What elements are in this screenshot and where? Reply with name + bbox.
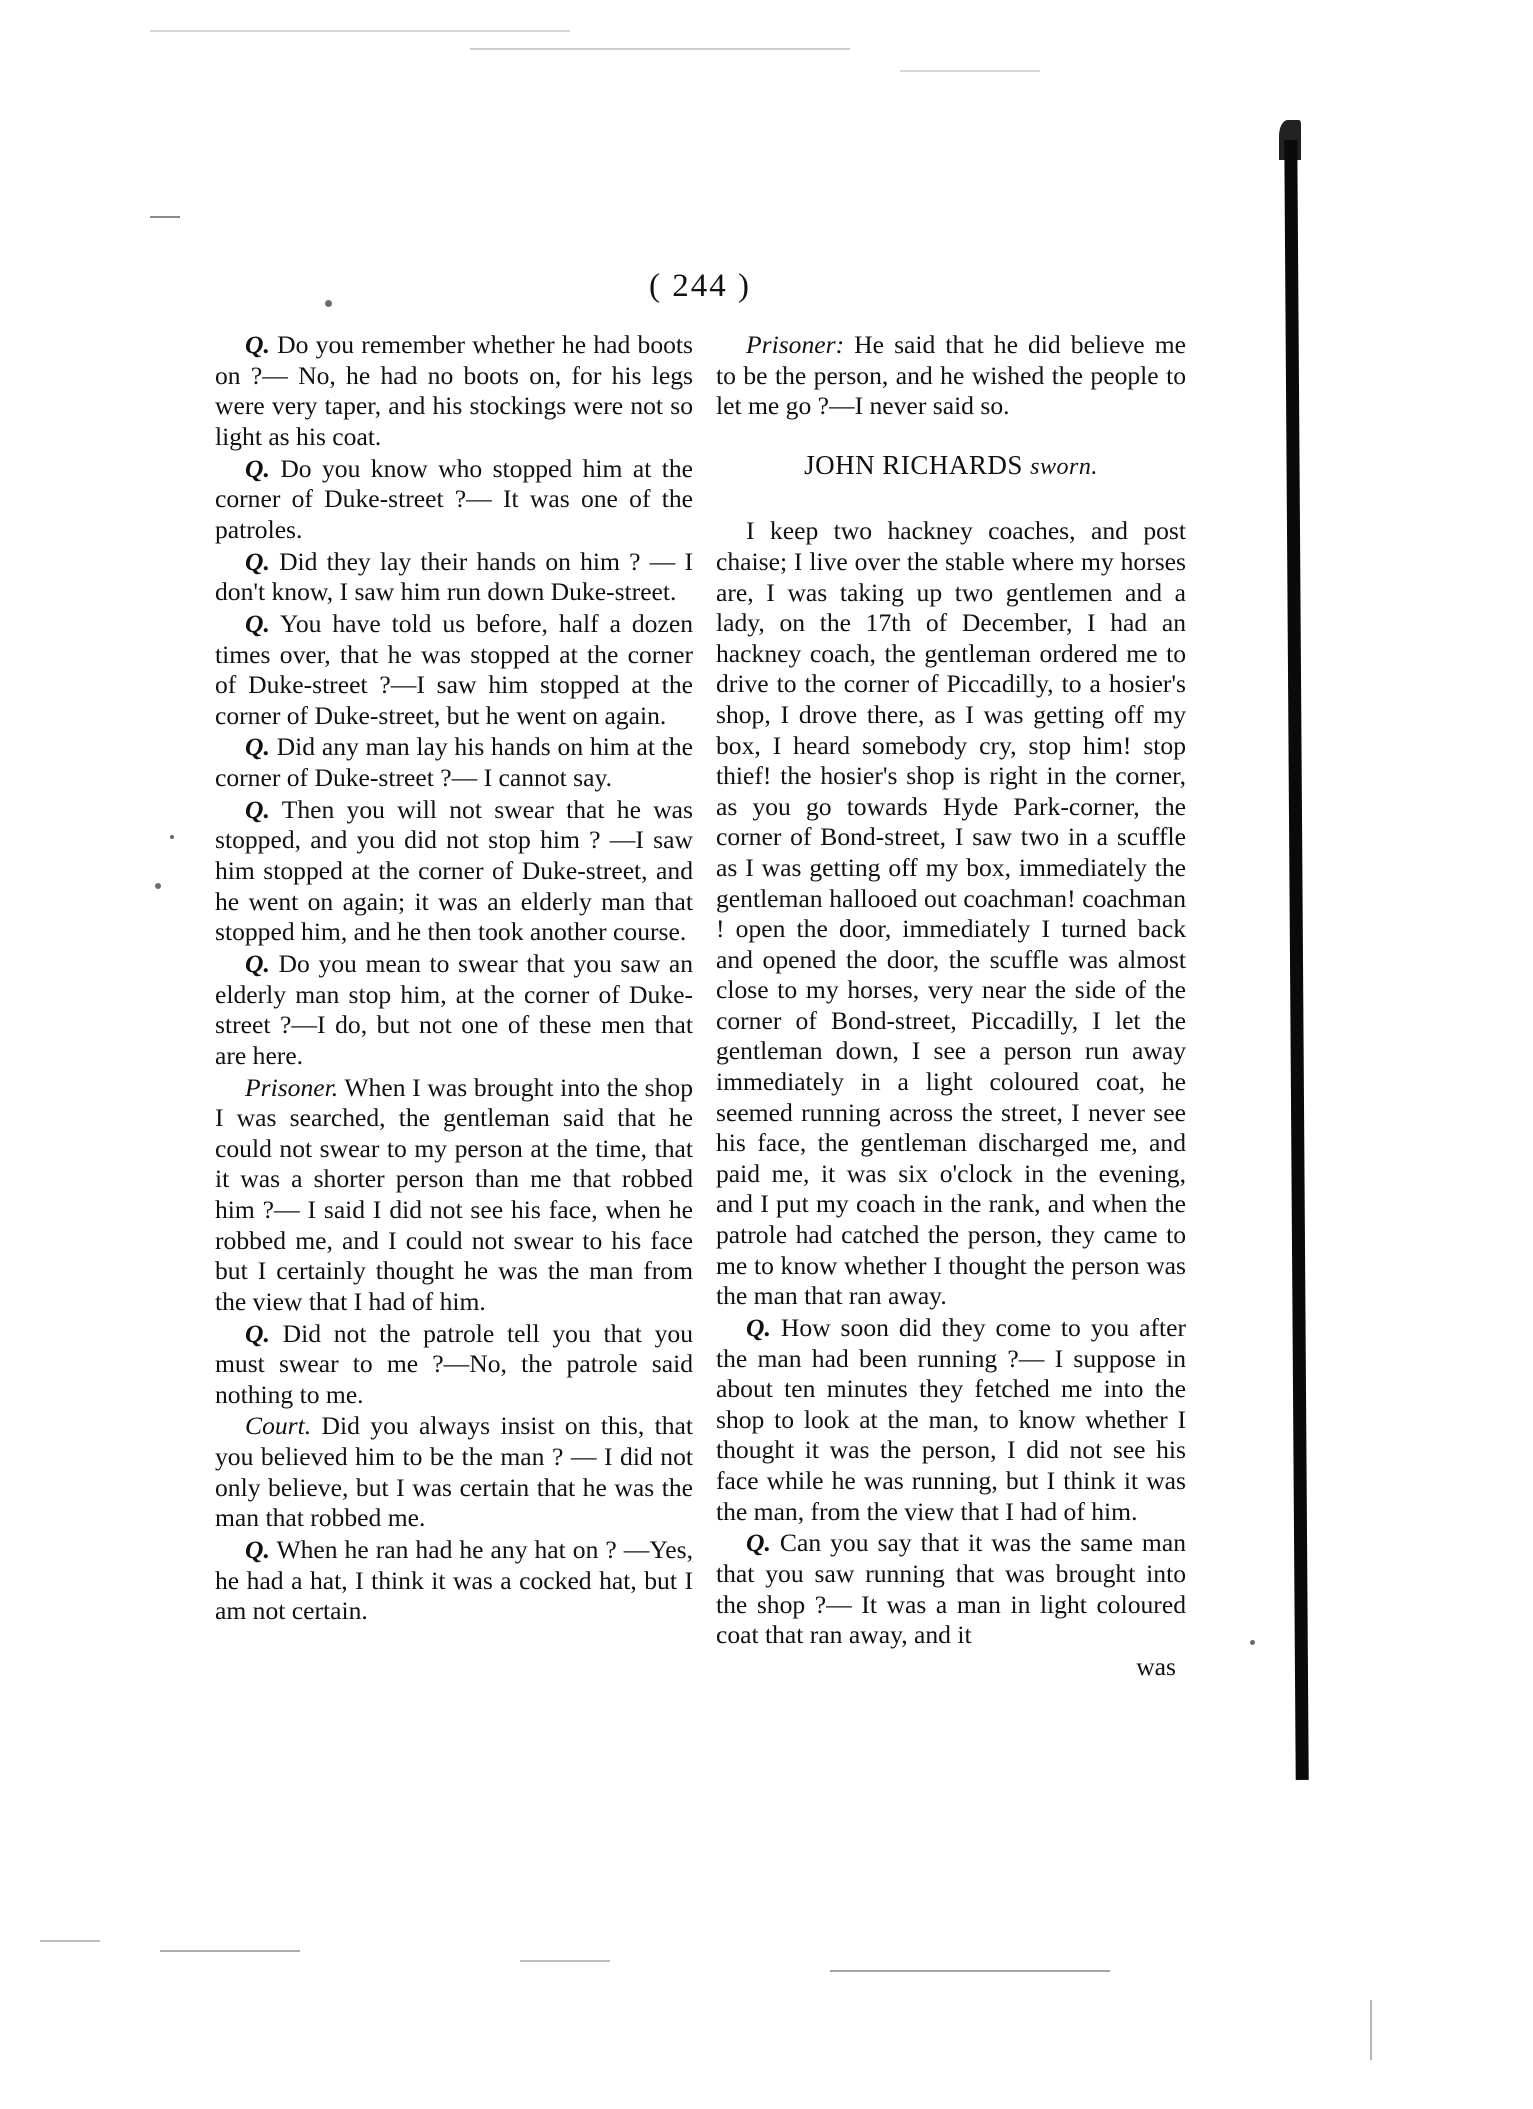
paragraph <box>215 547 693 608</box>
question-marker: Q. <box>245 1535 270 1565</box>
paragraph <box>215 609 693 731</box>
witness-sworn: sworn. <box>1030 453 1098 480</box>
paragraph-text: He said that he did believe me to be the person, and he wished the people to let me go ?—I never said so. <box>716 330 1186 421</box>
paragraph <box>215 1319 693 1411</box>
witness-heading <box>716 450 1186 483</box>
page-edge-shadow <box>1284 140 1308 1780</box>
question-marker: Q. <box>245 608 270 638</box>
paragraph <box>716 1313 1186 1527</box>
paragraph-text: Did not the patrole tell you that you must swear to me ?—No, the patrole said nothing to me. <box>215 1318 693 1409</box>
paragraph-text: Do you mean to swear that you saw an elderly man stop him, at the corner of Duke-street ?—I do, but not one of these men that are here. <box>215 949 693 1070</box>
paragraph <box>215 1535 693 1627</box>
question-marker: Q. <box>245 949 270 978</box>
paragraph-text: Can you say that it was the same man that you saw running that was brought into the shop ?— It was a man in light coloured coat that ran away, and it <box>716 1528 1186 1650</box>
paragraph-text: Do you know who stopped him at the corner of Duke-street ?— It was one of the patroles. <box>215 453 693 544</box>
question-marker: Q. <box>245 732 270 762</box>
paragraph-text: Then you will not swear that he was stopped, and you did not stop him ? —I saw him stopped at the corner of Duke-street, and he went on again; it was an elderly man that stopped him, and he then took another course. <box>215 794 693 947</box>
page-number: ( 244 ) <box>649 268 751 304</box>
paragraph <box>215 1411 693 1533</box>
paragraph <box>716 330 1186 422</box>
paragraph <box>215 1073 693 1318</box>
catchword: was <box>1136 1651 1176 1681</box>
paragraph <box>716 1528 1186 1650</box>
paragraph-text: Did they lay their hands on him ? — I don't know, I saw him run down Duke-street. <box>215 546 693 607</box>
speaker-label: Prisoner. <box>245 1072 339 1102</box>
speaker-label: Court. <box>245 1411 312 1441</box>
paragraph-text: When I was brought into the shop I was searched, the gentleman said that he could not swear to my person at the time, that it was a shorter person than me that robbed him ?— I said I did not see his face, when he robbed me, and I could not swear to his face but I certainly thought he was the man from the view that I had of him. <box>215 1072 693 1316</box>
question-marker: Q. <box>746 1313 771 1342</box>
right-column <box>716 330 1186 1683</box>
paragraph <box>215 330 693 452</box>
paragraph <box>215 949 693 1071</box>
question-marker: Q. <box>245 330 270 359</box>
question-marker: Q. <box>746 1528 771 1558</box>
testimony-paragraph: I keep two hackney coaches, and post chaise; I live over the stable where my horses are, I was taking up two gentlemen and a lady, on the 17th of December, I had an hackney coach, the gentleman ordered me to drive to the corner of Piccadilly, to a hosier's shop, I drove there, as I was getting off my box, I heard somebody cry, stop him! stop thief! the hosier's shop is right in the corner, as you go towards Hyde Park-corner, the corner of Bond-street, I saw two in a scuffle as I was getting off my box, immediately the gentleman hallooed out coachman! coachman ! open the door, immediately I turned back and opened the door, the scuffle was almost close to my horses, very near the side of the corner of Bond-street, Piccadilly, I let the gentleman down, I see a person run away immediately in a light coloured coat, he seemed running across the street, I never see his face, the gentleman discharged me, and paid me, it was six o'clock in the evening, and I put my coach in the rank, and when the patrole had catched the person, they came to me to know whether I thought the person was the man that ran away. <box>716 516 1186 1311</box>
paragraph <box>215 795 693 948</box>
paragraph <box>215 454 693 546</box>
paragraph-text: Did any man lay his hands on him at the corner of Duke-street ?— I cannot say. <box>215 732 693 793</box>
paragraph-text: How soon did they come to you after the man had been running ?— I suppose in about ten minutes they fetched me into the shop to look at the man, to know whether I thought it was the person, I did not see his face while he was running, but I think it was the man, from the view that I had of him. <box>716 1313 1186 1526</box>
paragraph-text: Do you remember whether he had boots on ?— No, he had no boots on, for his legs were very taper, and his stockings were not so light as his coat. <box>215 330 693 451</box>
speaker-label: Prisoner: <box>746 330 845 359</box>
question-marker: Q. <box>245 546 270 576</box>
witness-name: JOHN RICHARDS <box>804 449 1023 480</box>
paragraph <box>215 732 693 793</box>
question-marker: Q. <box>245 794 270 824</box>
left-column <box>215 330 693 1628</box>
paragraph-text: You have told us before, half a dozen times over, that he was stopped at the corner of Duke-street ?—I saw him stopped at the corner of Duke-street, but he went on again. <box>215 608 693 730</box>
question-marker: Q. <box>245 453 270 483</box>
paragraph-text: Did you always insist on this, that you believed him to be the man ? — I did not only believe, but I was certain that he was the man that robbed me. <box>215 1411 693 1533</box>
question-marker: Q. <box>245 1318 270 1348</box>
paragraph-text: When he ran had he any hat on ? —Yes, he had a hat, I think it was a cocked hat, but I am not certain. <box>215 1535 693 1626</box>
